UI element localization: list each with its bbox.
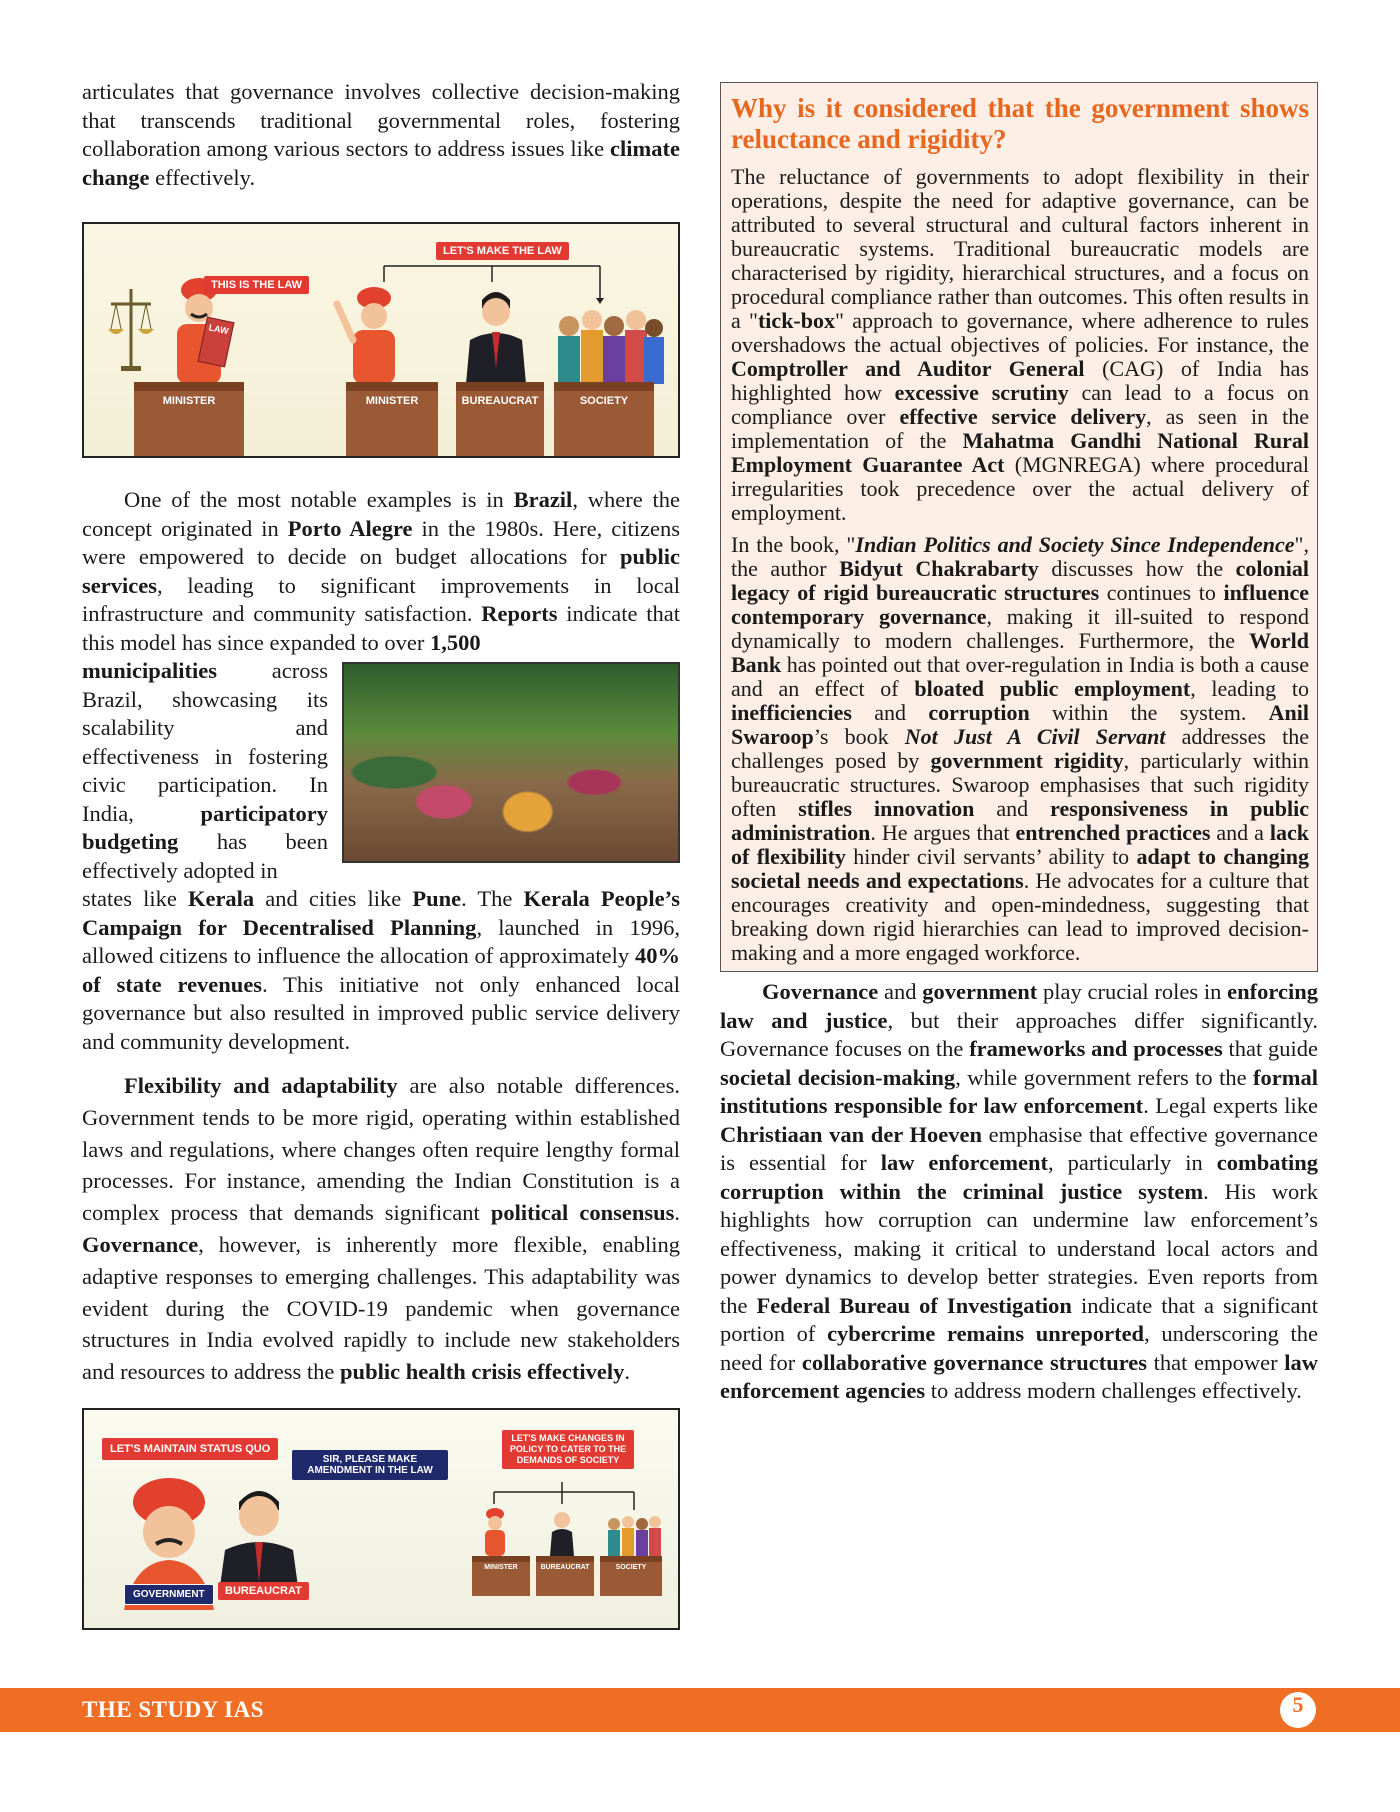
text-run: continues to: [1099, 580, 1224, 605]
bubble-lets-make-the-law: LET'S MAKE THE LAW: [436, 242, 569, 260]
text-run: inefficiencies: [731, 700, 852, 725]
text-run: responsiveness in public administration: [731, 796, 1309, 845]
text-run: ", the author: [731, 532, 1309, 581]
text-run: Christiaan van der Hoeven: [720, 1121, 983, 1147]
text-run: government rigidity: [930, 748, 1124, 773]
text-run: Brazil: [513, 487, 573, 512]
text-run: Bidyut Chakrabarty: [839, 556, 1039, 581]
box-paragraph-1: [731, 165, 1309, 525]
text-run: influence contemporary governance: [731, 580, 1310, 629]
connector-lines-2: [84, 1410, 680, 1630]
figure-law-making-illustration: [82, 222, 680, 458]
text-run: 40% of state revenues: [82, 943, 680, 997]
text-run: Porto Alegre: [287, 515, 413, 541]
minister-figure-2: [329, 284, 409, 384]
text-run: indicate that a significant portion of: [720, 1292, 1318, 1346]
text-run: addresses the challenges posed by: [731, 724, 1309, 773]
text-run: enforcing law and justice: [720, 979, 1318, 1033]
box-title: Why is it considered that the government shows reluctance and rigidity?: [731, 93, 1309, 154]
community-meeting-photo: [342, 662, 680, 863]
figure-status-quo-illustration: [82, 1408, 680, 1630]
text-run: Pune: [412, 886, 462, 911]
text-run: , while government refers to the: [955, 1064, 1254, 1090]
small-minister-figure: [480, 1506, 510, 1556]
text-run: . His work highlights how corruption can undermine law enforcement’s effectiveness, making it critical to understand local actors and power dynamics to develop better strategies. Even reports from the: [720, 1178, 1318, 1318]
text-run: , particularly in: [1047, 1150, 1217, 1175]
society-group-figure: [554, 304, 664, 384]
text-run: (CAG) of India has highlighted how: [731, 356, 1309, 405]
text-run: law enforcement agencies: [720, 1349, 1318, 1403]
left-column: [82, 78, 680, 1630]
text-run: in the 1980s. Here, citizens were empowered to decide on budget allocations for: [82, 515, 680, 569]
text-run: One of the most notable examples is in: [124, 487, 514, 512]
text-run: Not Just A Civil Servant: [904, 724, 1166, 749]
text-run: combating corruption within the criminal justice system: [720, 1150, 1319, 1204]
text-run: within the system.: [1029, 700, 1269, 725]
text-run: and: [878, 979, 923, 1004]
text-run: Governance: [82, 1231, 199, 1257]
text-run: collaborative governance structures: [801, 1349, 1148, 1375]
bubble-make-changes: LET'S MAKE CHANGES IN POLICY TO CATER TO THE DEMANDS OF SOCIETY: [502, 1430, 634, 1469]
text-run: and a: [1210, 820, 1270, 845]
footer-title: THE STUDY IAS: [82, 1697, 265, 1722]
governance-government-paragraph: [720, 978, 1318, 1406]
bubble-make-amendment: SIR, PLEASE MAKE AMENDMENT IN THE LAW: [292, 1450, 448, 1480]
text-run: emphasise that effective governance is essential for: [720, 1121, 1318, 1175]
page-footer: [0, 1688, 1400, 1732]
brazil-paragraph: [82, 486, 680, 657]
text-run: In the book, ": [731, 532, 856, 557]
text-run: . Legal experts like: [1143, 1093, 1319, 1118]
small-society-figure: [606, 1514, 662, 1556]
text-run: articulates that governance involves collective decision-making that transcends traditional governmental roles, fostering collaboration among various sectors to address issues like: [82, 79, 680, 161]
text-run: can lead to a focus on compliance over: [731, 380, 1309, 429]
text-run: government: [922, 979, 1038, 1004]
right-column: [720, 82, 1318, 1406]
small-podium-bureaucrat: BUREAUCRAT: [536, 1556, 594, 1596]
small-podium-minister: MINISTER: [472, 1556, 530, 1596]
text-run: , as seen in the implementation of the: [731, 404, 1309, 453]
text-run: that guide: [1222, 1036, 1319, 1061]
text-run: , particularly within bureaucratic structures. Swaroop emphasises that such rigidity often: [731, 748, 1309, 821]
bubble-this-is-the-law: THIS IS THE LAW: [204, 276, 309, 294]
text-run: . He argues that: [870, 820, 1016, 845]
text-run: 1,500: [430, 629, 481, 655]
text-run: , underscoring the need for: [720, 1321, 1318, 1375]
text-run: frameworks and processes: [969, 1036, 1223, 1061]
text-run: across Brazil, showcasing its scalability and effectiveness in fostering civic participation. In India,: [82, 658, 328, 826]
text-run: indicate that this model has since expanded to over: [82, 601, 680, 655]
podium-minister-1: MINISTER: [134, 382, 244, 456]
text-run: entrenched practices: [1015, 820, 1211, 845]
text-run: and cities like: [254, 886, 413, 911]
text-run: has been effectively adopted in: [82, 829, 328, 883]
text-run: and: [851, 700, 929, 725]
text-run: ’s book: [813, 724, 905, 749]
text-run: , leading to: [1190, 676, 1309, 701]
podium-bureaucrat: BUREAUCRAT: [456, 382, 544, 456]
tag-government: GOVERNMENT: [124, 1584, 214, 1605]
text-run: Comptroller and Auditor General: [731, 356, 1085, 381]
text-run: and: [974, 796, 1051, 821]
text-run: Kerala: [187, 886, 255, 911]
brazil-wrap-text: [82, 657, 328, 885]
podium-society: SOCIETY: [554, 382, 654, 456]
text-run: , launched in 1996, allowed citizens to influence the allocation of approximately: [82, 914, 680, 968]
text-run: adapt to changing societal needs and expectations: [731, 844, 1309, 893]
box-paragraph-2: [731, 533, 1309, 965]
text-run: participatory budgeting: [82, 800, 328, 854]
reluctance-rigidity-box: [720, 82, 1318, 972]
text-run: municipalities: [82, 658, 218, 683]
text-run: has pointed out that over-regulation in India is both a cause and an effect of: [731, 652, 1309, 701]
text-run: societal decision-making: [720, 1064, 956, 1090]
text-run: stifles innovation: [798, 796, 975, 821]
text-run: colonial legacy of rigid bureaucratic structures: [731, 556, 1309, 605]
text-run: Federal Bureau of Investigation: [756, 1292, 1072, 1318]
small-bureaucrat-figure: [547, 1506, 577, 1556]
text-run: , where the concept originated in: [82, 487, 680, 541]
kerala-paragraph: [82, 885, 680, 1056]
text-run: , leading to significant improvements in local infrastructure and community satisfaction.: [82, 572, 680, 626]
tag-bureaucrat: BUREAUCRAT: [218, 1582, 309, 1600]
text-run: Flexibility and adaptability: [124, 1073, 398, 1098]
text-run: , but their approaches differ significantly. Governance focuses on the: [720, 1007, 1318, 1061]
text-run: World Bank: [731, 628, 1309, 677]
text-run: .: [674, 1200, 680, 1226]
text-run: public services: [82, 544, 680, 598]
text-run: that empower: [1147, 1349, 1285, 1375]
text-run: public health crisis effectively: [340, 1359, 625, 1385]
text-run: discusses how the: [1038, 556, 1236, 581]
text-run: effectively.: [149, 164, 256, 190]
brazil-wrap-block: [82, 657, 680, 885]
text-run: states like: [82, 886, 188, 911]
text-run: Mahatma Gandhi National Rural Employment Guarantee Act: [731, 428, 1309, 477]
text-run: The reluctance of governments to adopt flexibility in their operations, despite the need for adaptive governance, can be attributed to several structural and cultural factors inherent in bureaucratic systems. Traditional bureaucratic models are characterised by rigidity, hierarchical structures, and a focus on procedural compliance rather than outcomes. This often results in a ": [731, 164, 1309, 333]
text-run: political consensus: [490, 1200, 675, 1226]
text-run: " approach to governance, where adherence to rules overshadows the actual objectives of policies. For instance, the: [731, 308, 1309, 357]
text-run: cybercrime remains unreported: [827, 1321, 1145, 1346]
flexibility-paragraph: [82, 1070, 680, 1388]
bubble-maintain-status-quo: LET'S MAINTAIN STATUS QUO: [102, 1438, 278, 1460]
bureaucrat-figure: [456, 282, 536, 384]
text-run: hinder civil servants’ ability to: [845, 844, 1137, 869]
text-run: , however, is inherently more flexible, enabling adaptive responses to emerging challenges. This adaptability was evident during the COVID-19 pandemic when governance structures in India evolved rapidly to include new stakeholders and resources to address the: [82, 1231, 680, 1385]
text-run: , making it ill-suited to respond dynamically to modern challenges. Furthermore, the: [731, 604, 1309, 653]
text-run: . This initiative not only enhanced local governance but also resulted in improved public service delivery and community development.: [82, 971, 681, 1054]
intro-paragraph: [82, 78, 680, 192]
small-podium-society: SOCIETY: [600, 1556, 662, 1596]
text-run: to address modern challenges effectively.: [925, 1378, 1302, 1403]
text-run: play crucial roles in: [1037, 979, 1228, 1004]
text-run: Reports: [481, 601, 558, 626]
text-run: Kerala People’s Campaign for Decentralised Planning: [82, 886, 680, 940]
text-run: excessive scrutiny: [894, 380, 1069, 405]
text-run: bloated public employment: [914, 676, 1191, 701]
text-run: . He advocates for a culture that encourages creativity and open-mindedness, suggesting that breaking down rigid hierarchies can lead to improved decision-making and a more engaged workforce.: [731, 868, 1309, 965]
text-run: Governance: [762, 979, 879, 1004]
text-run: climate change: [82, 136, 680, 190]
text-run: are also notable differences. Government tends to be more rigid, operating within established laws and regulations, where changes often require lengthy formal processes. For instance, amending the Indian Constitution is a complex process that demands significant: [82, 1073, 680, 1226]
text-run: tick-box: [757, 308, 835, 333]
text-run: . The: [461, 886, 524, 911]
text-run: corruption: [928, 700, 1030, 725]
podium-minister-2: MINISTER: [346, 382, 438, 456]
text-run: (MGNREGA) where procedural irregularities took precedence over the actual delivery of employment.: [731, 452, 1310, 525]
text-run: lack of flexibility: [731, 820, 1309, 869]
text-run: Indian Politics and Society Since Independence: [855, 532, 1295, 557]
law-book-label: LAW: [207, 322, 230, 337]
text-run: effective service delivery: [899, 404, 1147, 429]
text-run: Anil Swaroop: [731, 700, 1309, 749]
text-run: formal institutions responsible for law enforcement: [720, 1064, 1319, 1118]
text-run: law enforcement: [880, 1150, 1048, 1175]
page-number: 5: [1280, 1692, 1316, 1728]
text-run: .: [624, 1359, 630, 1385]
